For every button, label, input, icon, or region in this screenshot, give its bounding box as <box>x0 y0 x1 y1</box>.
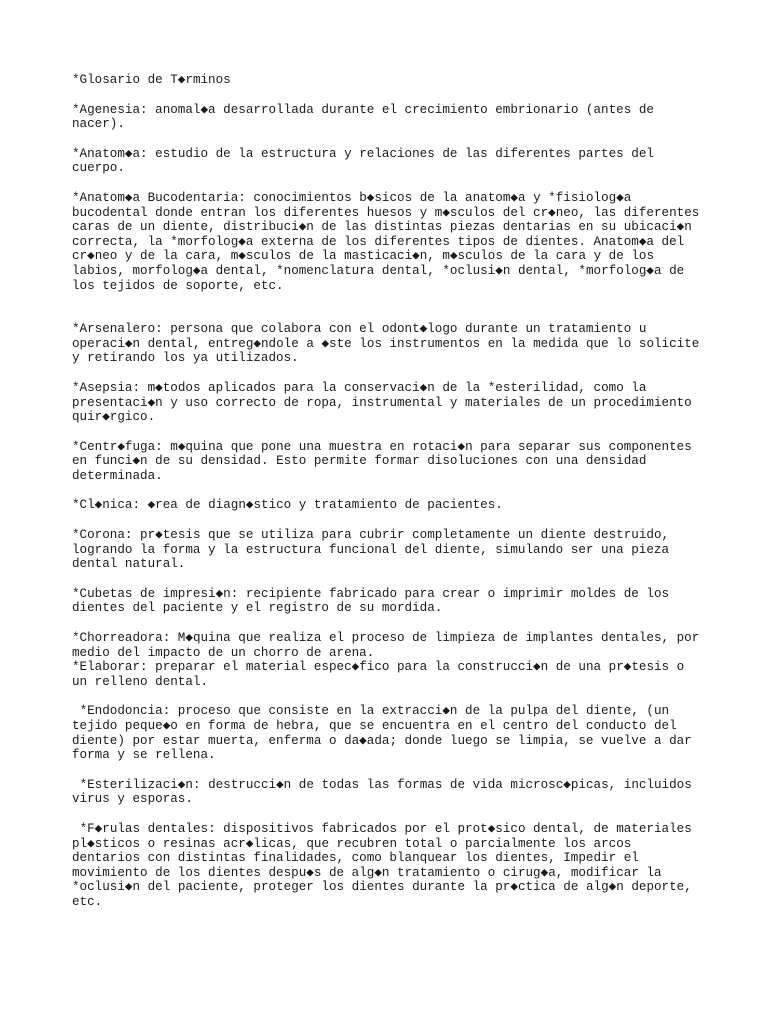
glossary-entry-elaborar: *Elaborar: preparar el material espec◆fico para la construcci◆n de una pr◆tesis o un relleno dental. <box>72 660 685 689</box>
glossary-entry-cubetas-de-impresion: *Cubetas de impresi◆n: recipiente fabricado para crear o imprimir moldes de los dientes del paciente y el registro de su mordida. <box>72 586 670 616</box>
document-body <box>72 73 712 925</box>
glossary-entry-centrifuga: *Centr◆fuga: m◆quina que pone una muestra en rotaci◆n para separar sus componentes en funci◆n de su densidad. Esto permite formar disoluciones con una densidad determinada. <box>72 439 692 483</box>
glossary-entry-anatomia-bucodentaria: *Anatom◆a Bucodentaria: conocimientos b◆sicos de la anatom◆a y *fisiolog◆a bucodental donde entran los diferentes huesos y m◆sculos del cr◆neo, las diferentes caras de un diente, distribuci◆n de las distintas piezas dentarias en su ubicaci◆n correcta, la *morfolog◆a externa de los diferentes tipos de dientes. Anatom◆a del cr◆neo y de la cara, m◆sculos de la masticaci◆n, m◆sculos de la cara y de los labios, morfolog◆a dental, *nomenclatura dental, *oclusi◆n dental, *morfolog◆a de los tejidos de soporte, etc. <box>72 190 700 293</box>
document-title: *Glosario de T◆rminos <box>72 73 231 87</box>
glossary-entry-anatomia: *Anatom◆a: estudio de la estructura y relaciones de las diferentes partes del cuerpo. <box>72 146 654 176</box>
glossary-entry-endodoncia: *Endodoncia: proceso que consiste en la extracci◆n de la pulpa del diente, (un tejido peque◆o en forma de hebra, que se encuentra en el centro del conducto del diente) por estar muerta, enferma o da◆ada; donde luego se limpia, se vuelve a dar forma y se rellena. <box>72 704 692 763</box>
glossary-entry-esterilizacion: *Esterilizaci◆n: destrucci◆n de todas las formas de vida microsc◆picas, incluidos virus y esporas. <box>72 777 692 807</box>
glossary-entry-chorreadora: *Chorreadora: M◆quina que realiza el proceso de limpieza de implantes dentales, por medio del impacto de un chorro de arena. <box>72 631 700 660</box>
glossary-entry-ferulas-dentales: *F◆rulas dentales: dispositivos fabricados por el prot◆sico dental, de materiales pl◆sticos o resinas acr◆licas, que recubren total o parcialmente los arcos dentarios con distintas finalidades, como blanquear los dientes, Impedir el movimiento de los dientes despu◆s de alg◆n tratamiento o cirug◆a, modificar la *oclusi◆n del paciente, proteger los dientes durante la pr◆ctica de alg◆n deporte, etc. <box>72 821 692 909</box>
glossary-entry-asepsia: *Asepsia: m◆todos aplicados para la conservaci◆n de la *esterilidad, como la presentaci◆n y uso correcto de ropa, instrumental y materiales de un procedimiento quir◆rgico. <box>72 380 692 425</box>
glossary-entry-agenesia: *Agenesia: anomal◆a desarrollada durante el crecimiento embrionario (antes de nacer). <box>72 102 654 132</box>
glossary-entry-corona: *Corona: pr◆tesis que se utiliza para cubrir completamente un diente destruido, logrando la forma y la estructura funcional del diente, simulando ser una pieza dental natural. <box>72 528 670 572</box>
glossary-entry-arsenalero: *Arsenalero: persona que colabora con el odont◆logo durante un tratamiento u operaci◆n dental, entreg◆ndole a ◆ste los instrumentos en la medida que lo solicite y retirando los ya utilizados. <box>72 322 700 366</box>
glossary-entry-clinica: *Cl◆nica: ◆rea de diagn◆stico y tratamiento de pacientes. <box>72 498 503 513</box>
